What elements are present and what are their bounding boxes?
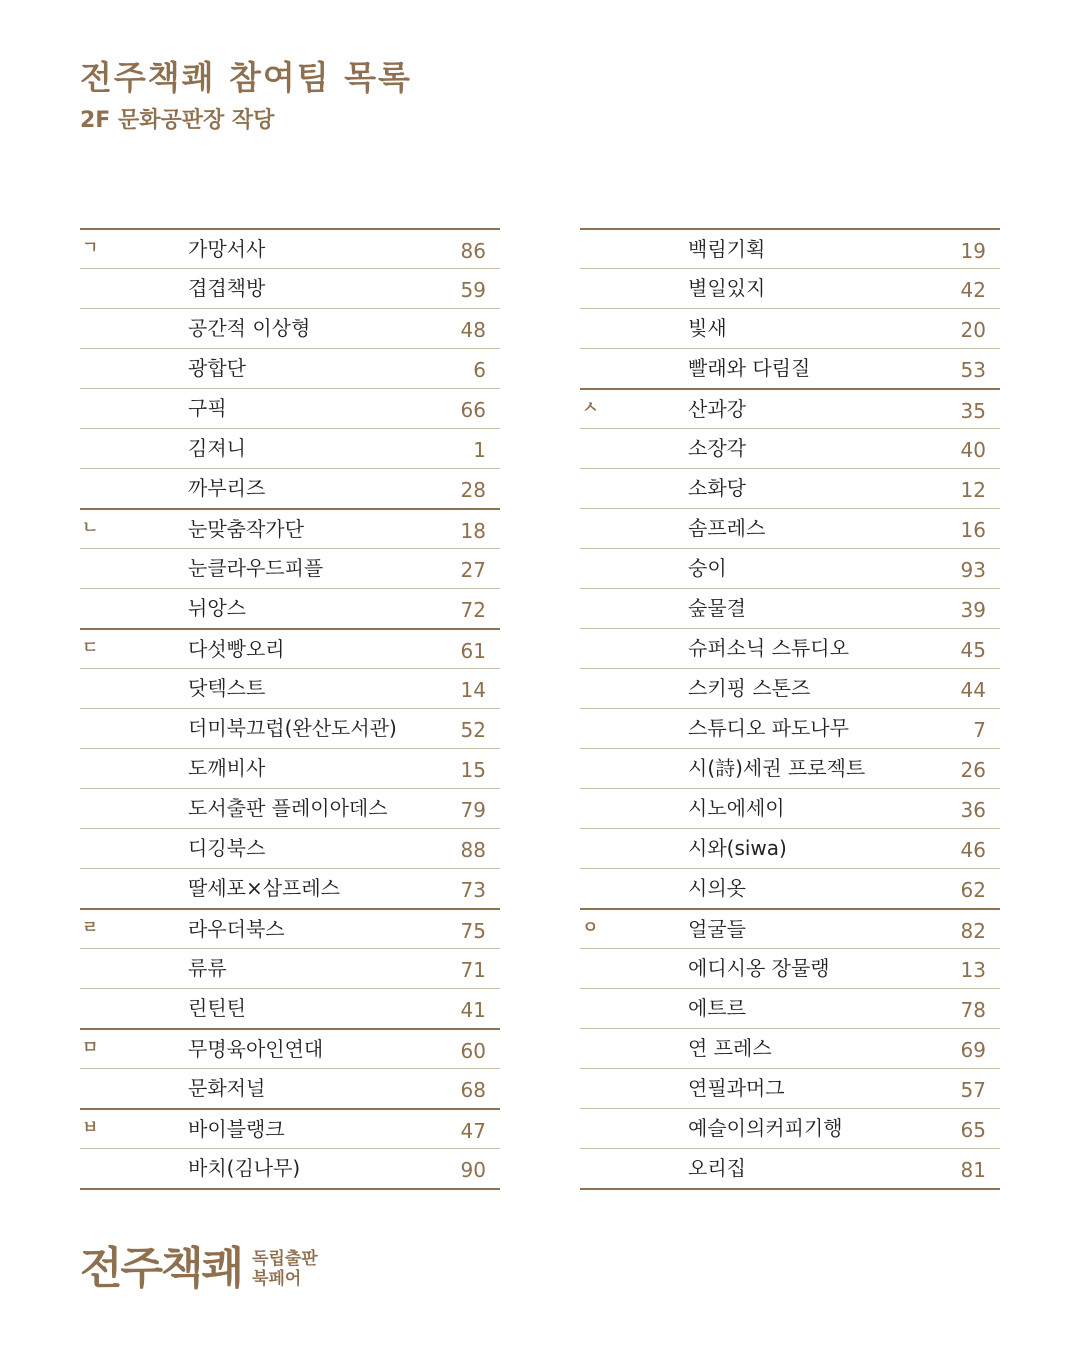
list-item xyxy=(580,748,1000,788)
list-item xyxy=(580,988,1000,1028)
list-item xyxy=(80,548,500,588)
team-name: 시의옷 xyxy=(688,876,746,900)
page-subtitle: 2F 문화공판장 작당 xyxy=(80,108,275,133)
booth-number: 93 xyxy=(960,558,986,582)
booth-number: 28 xyxy=(460,478,486,502)
list-item xyxy=(80,748,500,788)
list-item xyxy=(580,788,1000,828)
team-name: 숲물결 xyxy=(688,596,746,620)
list-item xyxy=(80,948,500,988)
list-item xyxy=(580,388,1000,428)
list-item xyxy=(580,348,1000,388)
team-name: 류류 xyxy=(188,956,227,980)
booth-number: 18 xyxy=(460,519,486,543)
list-item xyxy=(580,308,1000,348)
booth-number: 42 xyxy=(960,278,986,302)
list-item xyxy=(580,1108,1000,1148)
team-name: 까부리즈 xyxy=(188,476,266,500)
booth-number: 39 xyxy=(960,598,986,622)
list-item xyxy=(580,908,1000,948)
logo-subtitle-line2: 북페어 xyxy=(252,1269,302,1289)
booth-number: 78 xyxy=(960,998,986,1022)
list-item xyxy=(580,628,1000,668)
team-name: 더미북끄럽(완산도서관) xyxy=(188,716,397,740)
booth-number: 48 xyxy=(460,318,486,342)
list-item xyxy=(580,1068,1000,1108)
team-name: 슈퍼소닉 스튜디오 xyxy=(688,636,849,660)
team-name: 김져니 xyxy=(188,436,246,460)
logo-subtitle xyxy=(252,1249,318,1289)
team-list-right-column xyxy=(580,228,1000,1190)
section-initial: ㄴ xyxy=(82,518,99,538)
booth-number: 61 xyxy=(460,639,486,663)
team-name: 구픽 xyxy=(188,396,227,420)
list-item xyxy=(80,708,500,748)
team-name: 딸세포×삼프레스 xyxy=(188,876,340,900)
booth-number: 72 xyxy=(460,598,486,622)
booth-number: 81 xyxy=(960,1158,986,1182)
list-item xyxy=(580,468,1000,508)
team-name: 겹겹책방 xyxy=(188,276,266,300)
booth-number: 14 xyxy=(460,678,486,702)
team-name: 무명육아인연대 xyxy=(188,1037,324,1061)
team-name: 가망서사 xyxy=(188,237,266,261)
list-item xyxy=(80,628,500,668)
booth-number: 47 xyxy=(460,1119,486,1143)
list-item xyxy=(580,228,1000,268)
team-name: 뉘앙스 xyxy=(188,596,246,620)
section-initial: ㅂ xyxy=(82,1118,99,1138)
list-item xyxy=(80,1068,500,1108)
booth-number: 6 xyxy=(473,358,486,382)
team-name: 눈클라우드피플 xyxy=(188,556,324,580)
team-name: 솜프레스 xyxy=(688,516,766,540)
list-item xyxy=(80,588,500,628)
list-item xyxy=(80,1028,500,1068)
list-item xyxy=(80,1148,500,1188)
booth-number: 68 xyxy=(460,1078,486,1102)
team-name: 얼굴들 xyxy=(688,917,746,941)
list-item xyxy=(80,828,500,868)
list-item xyxy=(80,268,500,308)
column-end-rule xyxy=(80,1188,500,1190)
team-name: 숭이 xyxy=(688,556,727,580)
list-item xyxy=(580,668,1000,708)
team-name: 라우더북스 xyxy=(188,917,285,941)
list-item xyxy=(580,828,1000,868)
team-name: 예슬이의커피기행 xyxy=(688,1116,843,1140)
section-initial: ㄷ xyxy=(82,638,99,658)
booth-number: 16 xyxy=(960,518,986,542)
booth-number: 13 xyxy=(960,958,986,982)
list-item xyxy=(80,468,500,508)
team-list-left-column xyxy=(80,228,500,1190)
section-initial: ㄹ xyxy=(82,918,99,938)
list-item xyxy=(580,428,1000,468)
team-name: 소장각 xyxy=(688,436,746,460)
booth-number: 88 xyxy=(460,838,486,862)
booth-number: 46 xyxy=(960,838,986,862)
team-name: 바이블랭크 xyxy=(188,1117,285,1141)
column-end-rule xyxy=(580,1188,1000,1190)
team-name: 바치(김나무) xyxy=(188,1156,301,1180)
list-item xyxy=(80,868,500,908)
list-item xyxy=(80,508,500,548)
booth-number: 82 xyxy=(960,919,986,943)
list-item xyxy=(80,428,500,468)
team-name: 백림기획 xyxy=(688,237,766,261)
booth-number: 20 xyxy=(960,318,986,342)
booth-number: 15 xyxy=(460,758,486,782)
list-item xyxy=(580,268,1000,308)
list-item xyxy=(580,508,1000,548)
team-name: 문화저널 xyxy=(188,1076,266,1100)
booth-number: 45 xyxy=(960,638,986,662)
list-item xyxy=(80,388,500,428)
booth-number: 69 xyxy=(960,1038,986,1062)
list-item xyxy=(580,1148,1000,1188)
team-name: 에디시옹 장물랭 xyxy=(688,956,830,980)
section-initial: ㅅ xyxy=(582,398,599,418)
team-name: 빨래와 다림질 xyxy=(688,356,811,380)
booth-number: 57 xyxy=(960,1078,986,1102)
list-item xyxy=(80,988,500,1028)
list-item xyxy=(80,348,500,388)
list-item xyxy=(80,1108,500,1148)
list-item xyxy=(580,548,1000,588)
list-item xyxy=(80,668,500,708)
list-item xyxy=(80,788,500,828)
team-name: 다섯빵오리 xyxy=(188,637,285,661)
booth-number: 79 xyxy=(460,798,486,822)
booth-number: 7 xyxy=(973,718,986,742)
section-initial: ㅁ xyxy=(82,1038,99,1058)
list-item xyxy=(80,308,500,348)
booth-number: 75 xyxy=(460,919,486,943)
team-name: 시와(siwa) xyxy=(688,836,787,860)
booth-number: 12 xyxy=(960,478,986,502)
booth-number: 71 xyxy=(460,958,486,982)
booth-number: 62 xyxy=(960,878,986,902)
team-name: 도서출판 플레이아데스 xyxy=(188,796,388,820)
team-name: 눈맞춤작가단 xyxy=(188,517,304,541)
booth-number: 27 xyxy=(460,558,486,582)
team-name: 디깅북스 xyxy=(188,836,266,860)
team-name: 산과강 xyxy=(688,397,746,421)
booth-number: 19 xyxy=(960,239,986,263)
list-item xyxy=(580,868,1000,908)
list-item xyxy=(580,1028,1000,1068)
team-name: 에트르 xyxy=(688,996,746,1020)
booth-number: 59 xyxy=(460,278,486,302)
team-name: 오리집 xyxy=(688,1156,746,1180)
booth-number: 53 xyxy=(960,358,986,382)
booth-number: 60 xyxy=(460,1039,486,1063)
logo-wordmark: 전주책쾌 xyxy=(80,1243,243,1294)
booth-number: 65 xyxy=(960,1118,986,1142)
team-name: 닷텍스트 xyxy=(188,676,266,700)
booth-number: 36 xyxy=(960,798,986,822)
bookfair-logo xyxy=(80,1244,318,1294)
team-name: 공간적 이상형 xyxy=(188,316,311,340)
team-name: 광합단 xyxy=(188,356,246,380)
list-item xyxy=(580,948,1000,988)
logo-subtitle-line1: 독립출판 xyxy=(252,1249,318,1269)
page-title: 전주책쾌 참여팀 목록 xyxy=(80,58,412,97)
team-name: 도깨비사 xyxy=(188,756,266,780)
list-item xyxy=(80,228,500,268)
team-name: 빛새 xyxy=(688,316,727,340)
section-initial: ㄱ xyxy=(82,238,99,258)
booth-number: 1 xyxy=(473,438,486,462)
team-name: 스튜디오 파도나무 xyxy=(688,716,849,740)
team-name: 별일있지 xyxy=(688,276,766,300)
booth-number: 66 xyxy=(460,398,486,422)
team-name: 스키핑 스톤즈 xyxy=(688,676,811,700)
booth-number: 86 xyxy=(460,239,486,263)
team-name: 린틴틴 xyxy=(188,996,246,1020)
booth-number: 90 xyxy=(460,1158,486,1182)
booth-number: 40 xyxy=(960,438,986,462)
team-name: 소화당 xyxy=(688,476,746,500)
booth-number: 41 xyxy=(460,998,486,1022)
booth-number: 52 xyxy=(460,718,486,742)
booth-number: 44 xyxy=(960,678,986,702)
booth-number: 73 xyxy=(460,878,486,902)
booth-number: 35 xyxy=(960,399,986,423)
team-name: 연필과머그 xyxy=(688,1076,785,1100)
list-item xyxy=(80,908,500,948)
team-name: 시노에세이 xyxy=(688,796,785,820)
list-item xyxy=(580,708,1000,748)
booth-number: 26 xyxy=(960,758,986,782)
section-initial: ㅇ xyxy=(582,918,599,938)
team-name: 연 프레스 xyxy=(688,1036,772,1060)
list-item xyxy=(580,588,1000,628)
team-name: 시(詩)세권 프로젝트 xyxy=(688,756,866,780)
